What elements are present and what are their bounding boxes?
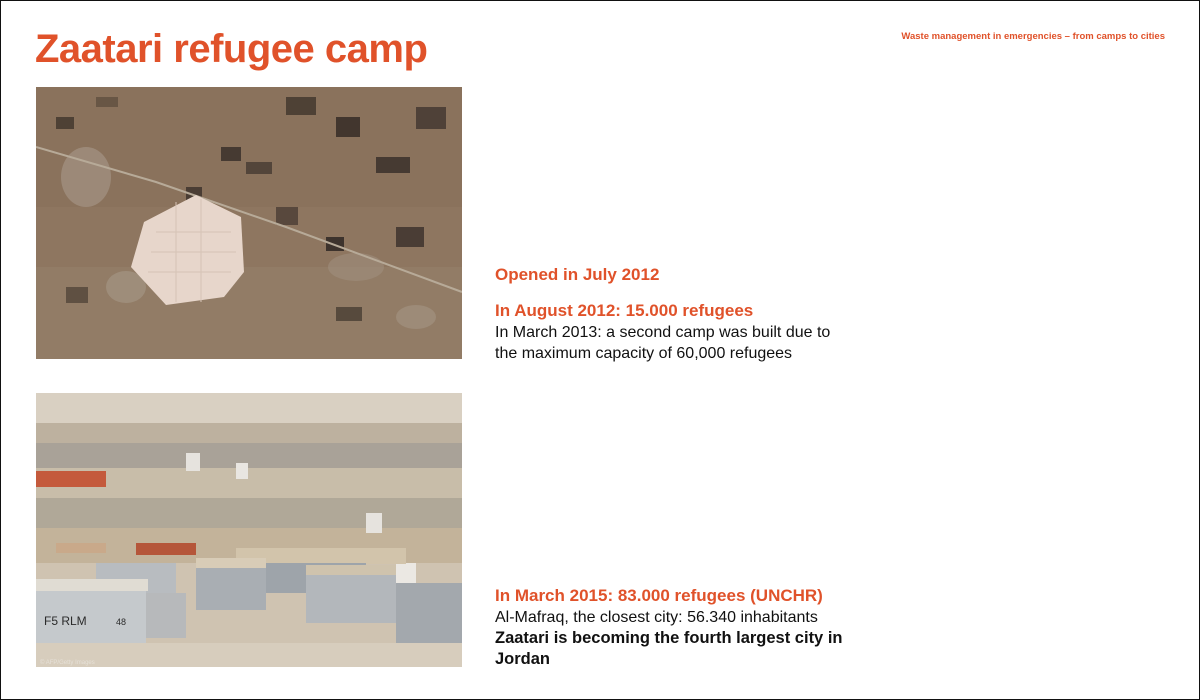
svg-text:48: 48 (116, 617, 127, 627)
facts-block-lower (495, 585, 935, 670)
camp-photo (36, 393, 462, 667)
fact-mar-2013: In March 2013: a second camp was built due to the maximum capacity of 60,000 refugees (495, 324, 831, 362)
slide-subtitle: Waste management in emergencies – from camps to cities (901, 31, 1165, 42)
camp-photo-graphic (36, 393, 462, 667)
aerial-photo-graphic (36, 87, 462, 359)
facts-block-upper (495, 264, 935, 364)
fact-mafraq: Al-Mafraq, the closest city: 56.340 inhabitants (495, 609, 818, 626)
svg-text:F5 RLM: F5 RLM (44, 614, 87, 628)
fact-mar-2015: In March 2015: 83.000 refugees (UNCHR) (495, 586, 823, 605)
photo-credit: © AFP/Getty Images (40, 660, 95, 666)
fact-aug-2012: In August 2012: 15.000 refugees (495, 301, 754, 320)
slide-title: Zaatari refugee camp (35, 27, 428, 71)
fact-opened: Opened in July 2012 (495, 265, 660, 284)
aerial-photo (36, 87, 462, 359)
fact-fourth-city: Zaatari is becoming the fourth largest city in Jordan (495, 629, 843, 668)
